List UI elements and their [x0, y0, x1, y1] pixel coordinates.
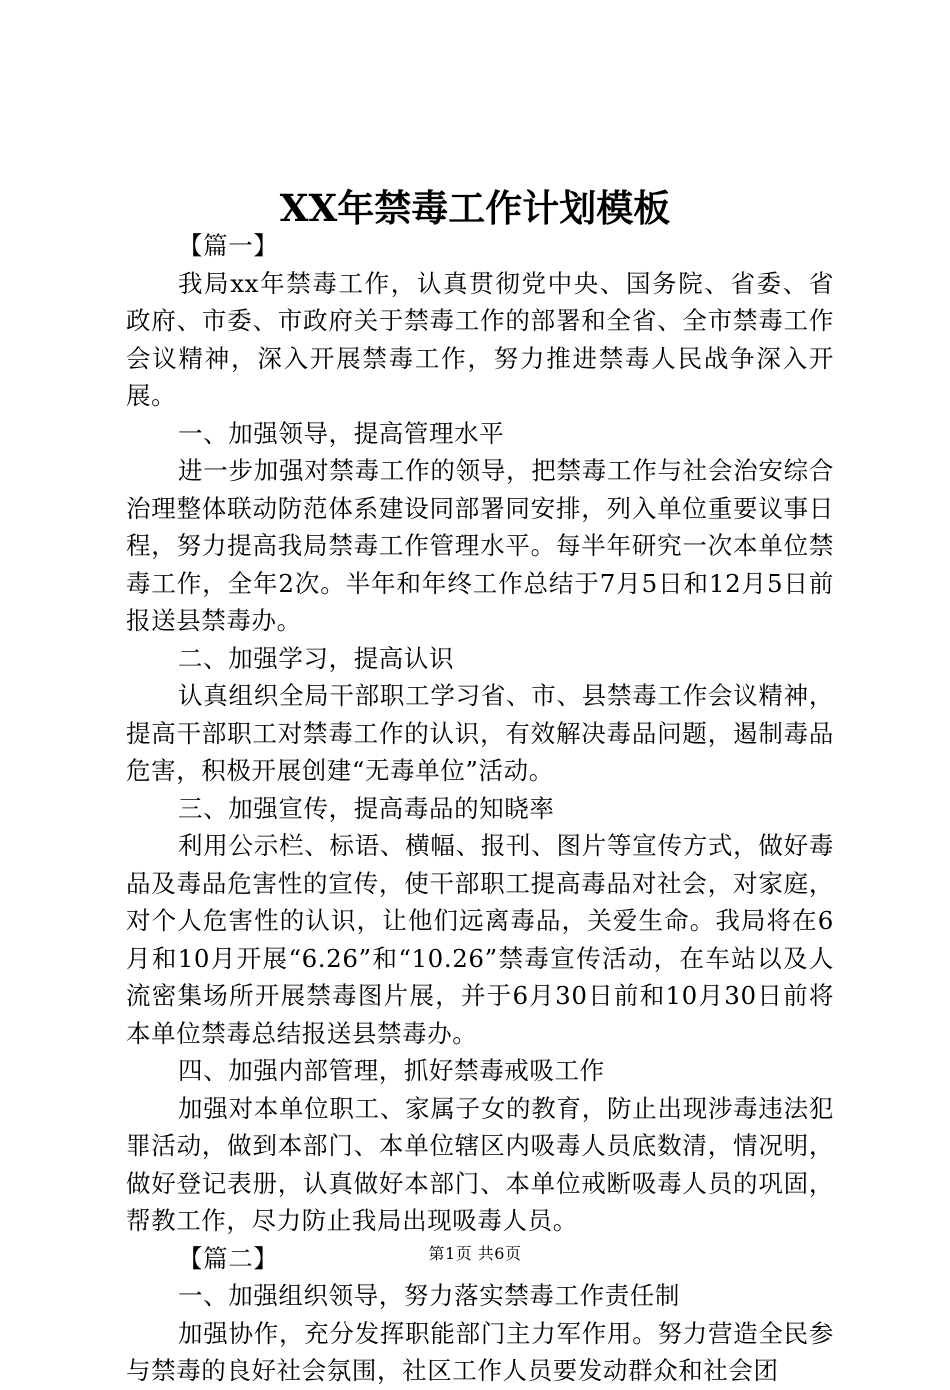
body-paragraph: 加强对本单位职工、家属子女的教育，防止出现涉毒违法犯罪活动，做到本部门、本单位辖区内吸毒人员底数清，情况明，做好登记表册，认真做好本部门、本单位戒断吸毒人员的巩固，帮教工作，尽力防止我局出现吸毒人员。: [126, 1093, 834, 1235]
section-heading-part-two: 【篇二】: [178, 1243, 279, 1273]
document-title: XX年禁毒工作计划模板: [279, 186, 671, 230]
document-body: [126, 227, 834, 1390]
body-paragraph: 进一步加强对禁毒工作的领导，把禁毒工作与社会治安综合治理整体联动防范体系建设同部署同安排，列入单位重要议事日程，努力提高我局禁毒工作管理水平。每半年研究一次本单位禁毒工作，全年2次。半年和年终工作总结于7月5日和12月5日前报送县禁毒办。: [126, 456, 834, 635]
section-heading-1: 一、加强领导，提高管理水平: [178, 418, 505, 448]
page-number: 第1页 共6页: [428, 1244, 522, 1263]
section-heading-part-two-1: 一、加强组织领导，努力落实禁毒工作责任制: [178, 1281, 680, 1310]
section-heading-part-one: 【篇一】: [178, 231, 279, 260]
section-heading-4: 四、加强内部管理，抓好禁毒戒吸工作: [178, 1056, 605, 1085]
body-paragraph: 加强协作，充分发挥职能部门主力军作用。努力营造全民参与禁毒的良好社会氛围，社区工作人员要发动群众和社会团: [126, 1318, 834, 1385]
body-paragraph: 利用公示栏、标语、横幅、报刊、图片等宣传方式，做好毒品及毒品危害性的宣传，使干部职工提高毒品对社会，对家庭，对个人危害性的认识，让他们远离毒品，关爱生命。我局将在6月和10月开展“6.26”和“10.26”禁毒宣传活动，在车站以及人流密集场所开展禁毒图片展，并于6月30日前和10月30日前将本单位禁毒总结报送县禁毒办。: [126, 831, 834, 1048]
intro-paragraph: 我局xx年禁毒工作，认真贯彻党中央、国务院、省委、省政府、市委、市政府关于禁毒工作的部署和全省、全市禁毒工作会议精神，深入开展禁毒工作，努力推进禁毒人民战争深入开展。: [126, 268, 834, 410]
section-heading-3: 三、加强宣传，提高毒品的知晓率: [178, 793, 555, 823]
section-heading-2: 二、加强学习，提高认识: [178, 643, 455, 673]
body-paragraph: 认真组织全局干部职工学习省、市、县禁毒工作会议精神，提高干部职工对禁毒工作的认识，有效解决毒品问题，遏制毒品危害，积极开展创建“无毒单位”活动。: [126, 681, 834, 785]
